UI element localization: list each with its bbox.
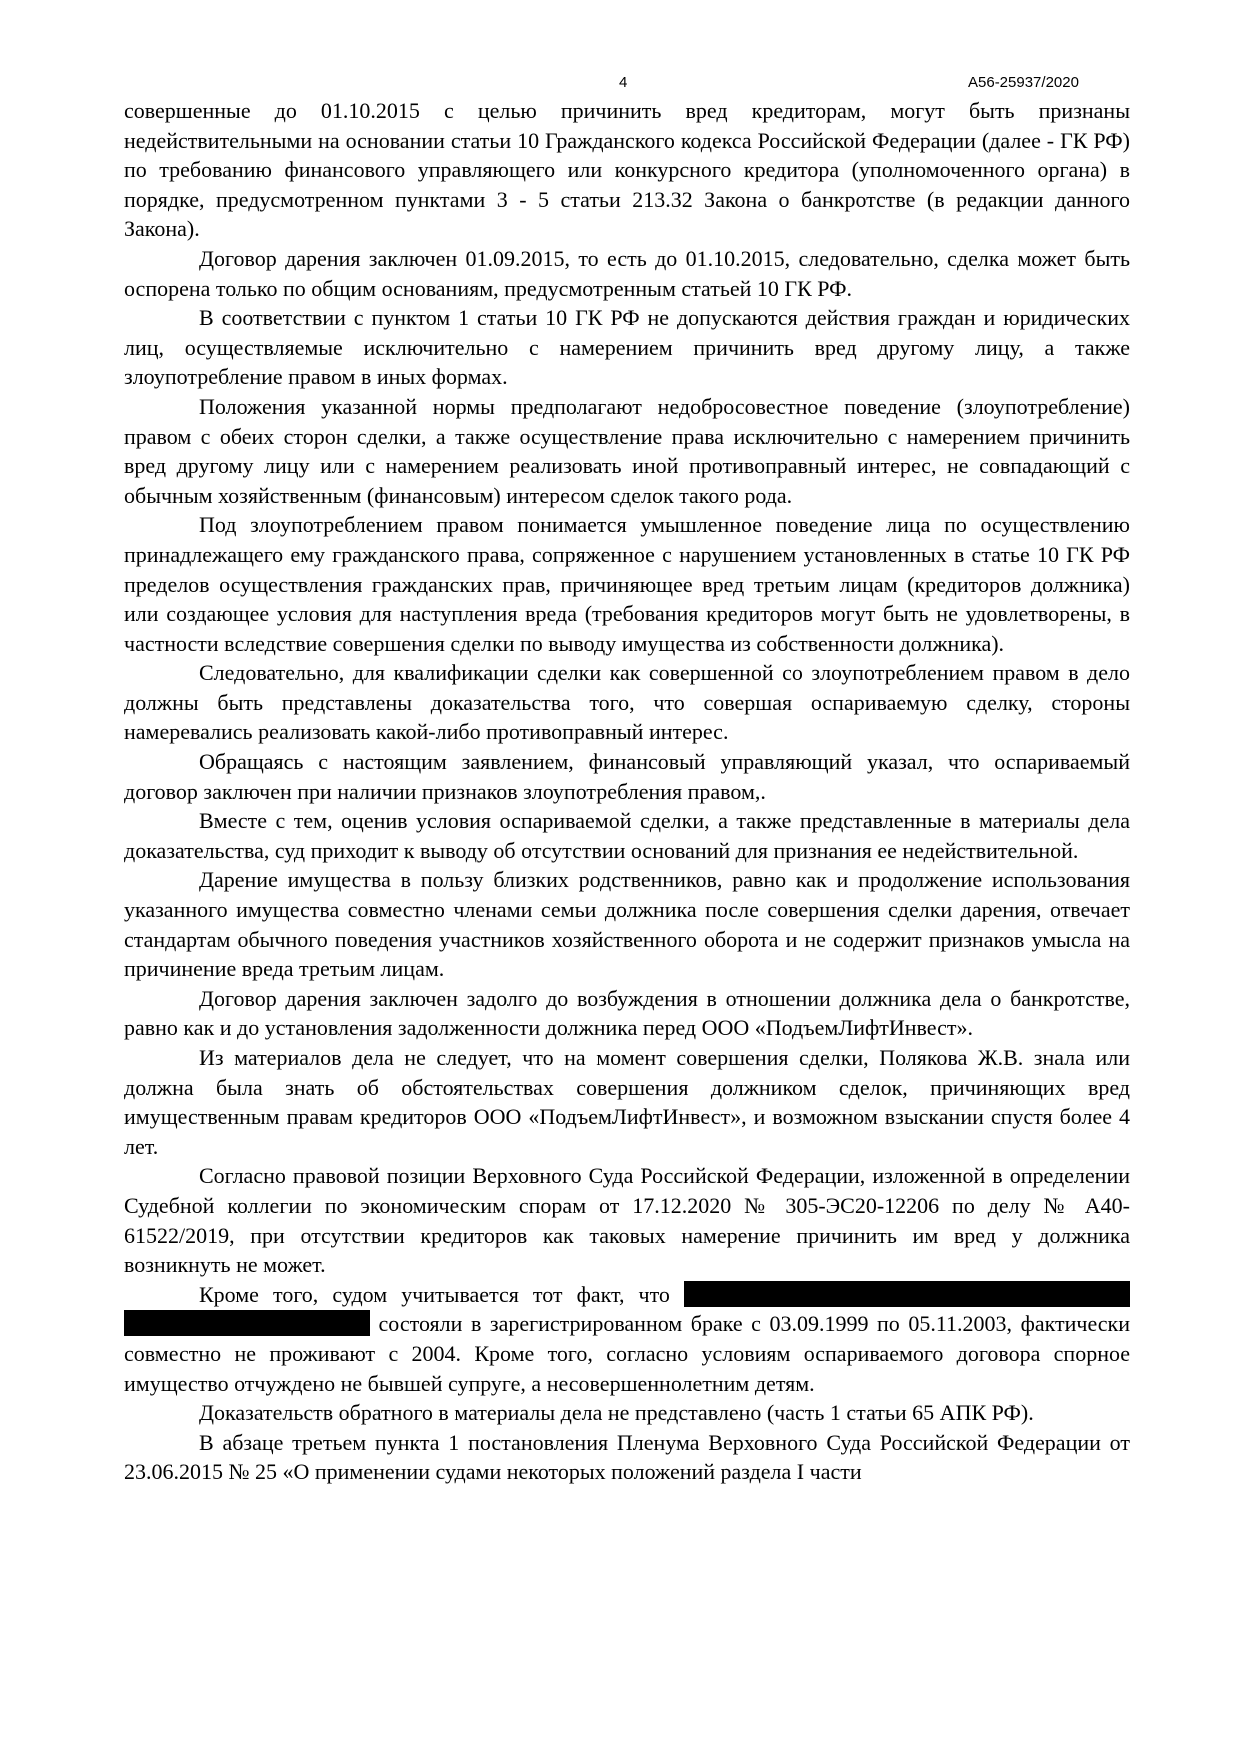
paragraph-8: Вместе с тем, оценив условия оспариваемой сделки, а также представленные в материалы дела доказательства, суд приходит к выводу об отсутствии оснований для признания ее недействительной. bbox=[124, 808, 1130, 863]
paragraph-4: Положения указанной нормы предполагают недобросовестное поведение (злоупотребление) правом с обеих сторон сделки, а также осуществление права исключительно с намерением причинить вред другому лицу или с намерением реализовать иной противоправный интерес, не совпадающий с обычным хозяйственным (финансовым) интересом сделок такого рода. bbox=[124, 393, 1130, 508]
redacted-paragraph-text-1: Кроме того, судом учитывается тот факт, что bbox=[199, 1281, 684, 1307]
paragraph-6: Следовательно, для квалификации сделки как совершенной со злоупотреблением правом в дело должны быть представлены доказательства того, что совершая оспариваемую сделку, стороны намеревались реализовать какой-либо противоправный интерес. bbox=[124, 660, 1130, 745]
paragraph-7: Обращаясь с настоящим заявлением, финансовый управляющий указал, что оспариваемый договор заключен при наличии признаков злоупотребления правом,. bbox=[124, 749, 1130, 804]
paragraph-14: Доказательств обратного в материалы дела не представлено (часть 1 статьи 65 АПК РФ). bbox=[199, 1400, 1034, 1426]
paragraph-redacted bbox=[124, 1280, 1130, 1398]
paragraph-12: Согласно правовой позиции Верховного Суда Российской Федерации, изложенной в определении Судебной коллегии по экономическим спорам от 17.12.2020 № 305-ЭС20-12206 по делу № А40-61522/2019, при отсутствии кредиторов как таковых намерение причинить им вред у должника возникнуть не может. bbox=[124, 1163, 1130, 1278]
paragraph-1: совершенные до 01.10.2015 с целью причинить вред кредиторам, могут быть признаны недействительными на основании статьи 10 Гражданского кодекса Российской Федерации (далее - ГК РФ) по требованию финансового управляющего или конкурсного кредитора (уполномоченного органа) в порядке, предусмотренном пунктами 3 - 5 статьи 213.32 Закона о банкротстве (в редакции данного Закона). bbox=[124, 98, 1130, 242]
paragraph-15: В абзаце третьем пункта 1 постановления Пленума Верховного Суда Российской Федерации от 23.06.2015 № 25 «О применении судами некоторых положений раздела I части bbox=[124, 1429, 1130, 1485]
paragraph-2: Договор дарения заключен 01.09.2015, то есть до 01.10.2015, следовательно, сделка может быть оспорена только по общим основаниям, предусмотренным статьей 10 ГК РФ. bbox=[124, 245, 1130, 301]
paragraph-9: Дарение имущества в пользу близких родственников, равно как и продолжение использования указанного имущества совместно членами семьи должника после совершения сделки дарения, отвечает стандартам обычного поведения участников хозяйственного оборота и не содержит признаков умысла на причинение вреда третьим лицам. bbox=[124, 867, 1130, 982]
paragraph-10: Договор дарения заключен задолго до возбуждения в отношении должника дела о банкротстве, равно как и до установления задолженности должника перед ООО «ПодъемЛифтИнвест». bbox=[124, 985, 1130, 1041]
paragraph-11: Из материалов дела не следует, что на момент совершения сделки, Полякова Ж.В. знала или должна была знать об обстоятельствах совершения должником сделок, причиняющих вред имущественным правам кредиторов ООО «ПодъемЛифтИнвест», и возможном взыскании спустя более 4 лет. bbox=[124, 1045, 1130, 1159]
paragraph-5: Под злоупотреблением правом понимается умышленное поведение лица по осуществлению принадлежащего ему гражданского права, сопряженное с нарушением установленных в статье 10 ГК РФ пределов осуществления гражданских прав, причиняющее вред третьим лицам (кредиторов должника) или создающее условия для наступления вреда (требования кредиторов могут быть не удовлетворены, в частности вследствие совершения сделки по выводу имущества из собственности должника). bbox=[124, 512, 1130, 656]
case-number: А56-25937/2020 bbox=[968, 74, 1079, 91]
redacted-paragraph-text-2: состояли в зарегистрированном браке с 03.09.1999 по 05.11.2003, фактически совместно не проживают с 2004. Кроме того, согласно условиям оспариваемого договора спорное имущество отчуждено не бывшей супруге, а несовершеннолетним детям. bbox=[124, 1311, 1130, 1396]
paragraph-3: В соответствии с пунктом 1 статьи 10 ГК РФ не допускаются действия граждан и юридических лиц, осуществляемые исключительно с намерением причинить вред другому лицу, а также злоупотребление правом в иных формах. bbox=[124, 305, 1130, 390]
page-number: 4 bbox=[619, 74, 628, 91]
redaction-block bbox=[684, 1281, 1130, 1307]
redaction-block bbox=[124, 1310, 370, 1336]
document-body bbox=[124, 96, 1130, 1487]
